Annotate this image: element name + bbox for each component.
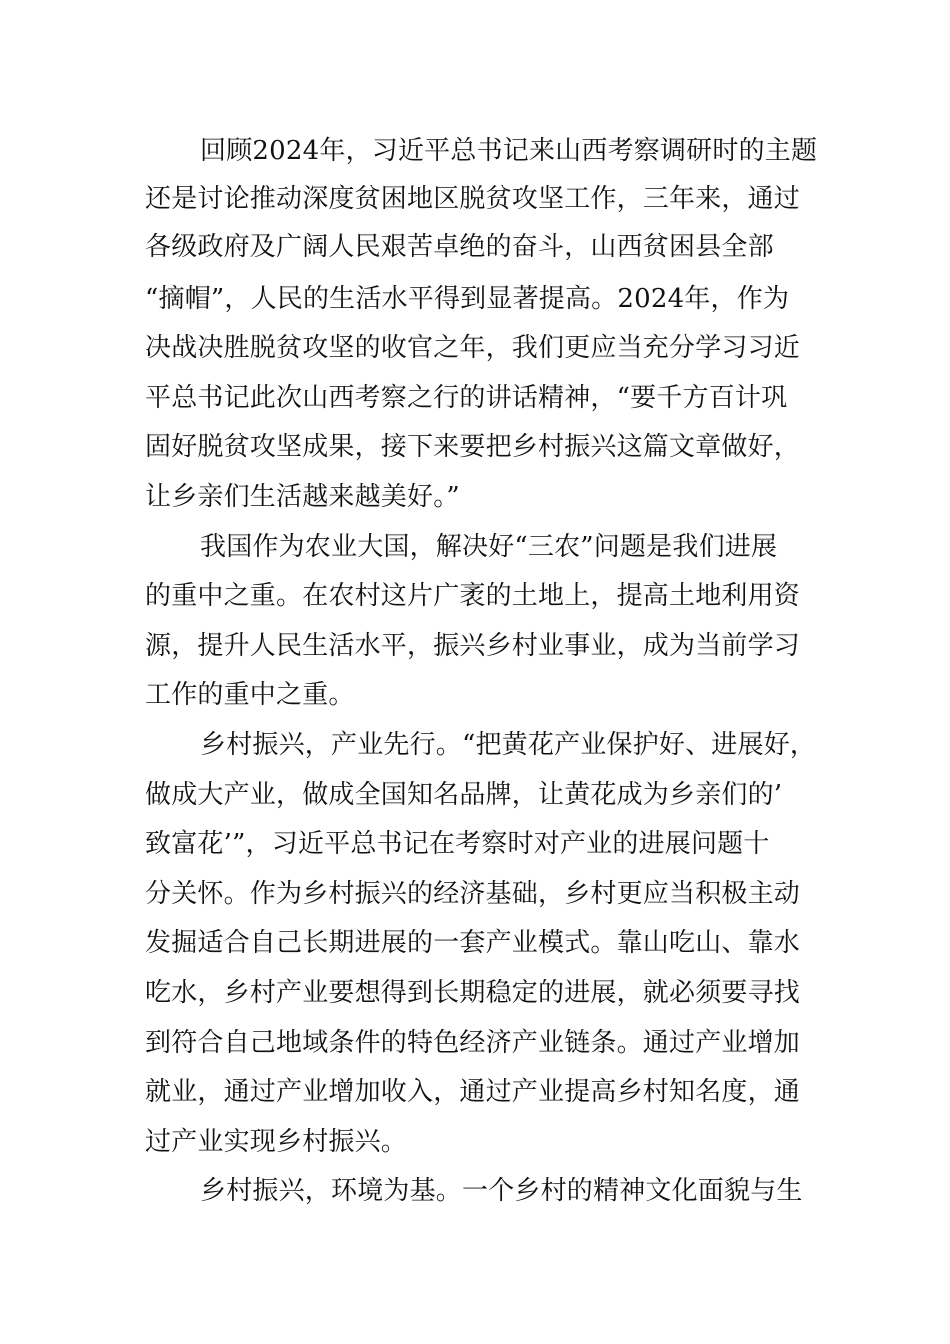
text-line: 各级政府及广阔人民艰苦卓绝的奋斗，山西贫困县全部 bbox=[145, 232, 774, 262]
text-line: 还是讨论推动深度贫困地区脱贫攻坚工作，三年来，通过 bbox=[145, 184, 801, 214]
text-line: “摘帽”，人民的生活水平得到显著提高。2024年，作为 bbox=[145, 284, 790, 314]
text-line: 发掘适合自己长期进展的一套产业模式。靠山吃山、靠水 bbox=[145, 928, 801, 958]
text-line: 平总书记此次山西考察之行的讲话精神，“要千方百计巩 bbox=[145, 383, 788, 413]
text-line: 分关怀。作为乡村振兴的经济基础，乡村更应当积极主动 bbox=[145, 879, 801, 909]
text-line: 吃水，乡村产业要想得到长期稳定的进展，就必须要寻找 bbox=[145, 978, 801, 1008]
text-line: 乡村振兴，产业先行。“把黄花产业保护好、进展好， bbox=[200, 730, 817, 760]
text-line: 源，提升人民生活水平，振兴乡村业事业，成为当前学习 bbox=[145, 631, 801, 661]
text-line: 工作的重中之重。 bbox=[145, 680, 355, 710]
text-line: 乡村振兴，环境为基。一个乡村的精神文化面貌与生 bbox=[200, 1176, 803, 1206]
text-line: 回顾2024年，习近平总书记来山西考察调研时的主题 bbox=[200, 136, 818, 166]
text-line: 就业，通过产业增加收入，通过产业提高乡村知名度，通 bbox=[145, 1077, 801, 1107]
text-line: 过产业实现乡村振兴。 bbox=[145, 1127, 408, 1157]
text-line: 的重中之重。在农村这片广袤的土地上，提高土地利用资 bbox=[145, 581, 801, 611]
text-line: 固好脱贫攻坚成果，接下来要把乡村振兴这篇文章做好， bbox=[145, 432, 801, 462]
text-line: 决战决胜脱贫攻坚的收官之年，我们更应当充分学习习近 bbox=[145, 333, 801, 363]
text-line: 做成大产业，做成全国知名品牌，让黄花成为乡亲们的’ bbox=[145, 780, 783, 810]
text-line: 我国作为农业大国，解决好“三农”问题是我们进展 bbox=[200, 532, 778, 562]
text-line: 让乡亲们生活越来越美好。” bbox=[145, 482, 460, 512]
text-line: 到符合自己地域条件的特色经济产业链条。通过产业增加 bbox=[145, 1028, 801, 1058]
text-line: 致富花’”，习近平总书记在考察时对产业的进展问题十 bbox=[145, 829, 770, 859]
